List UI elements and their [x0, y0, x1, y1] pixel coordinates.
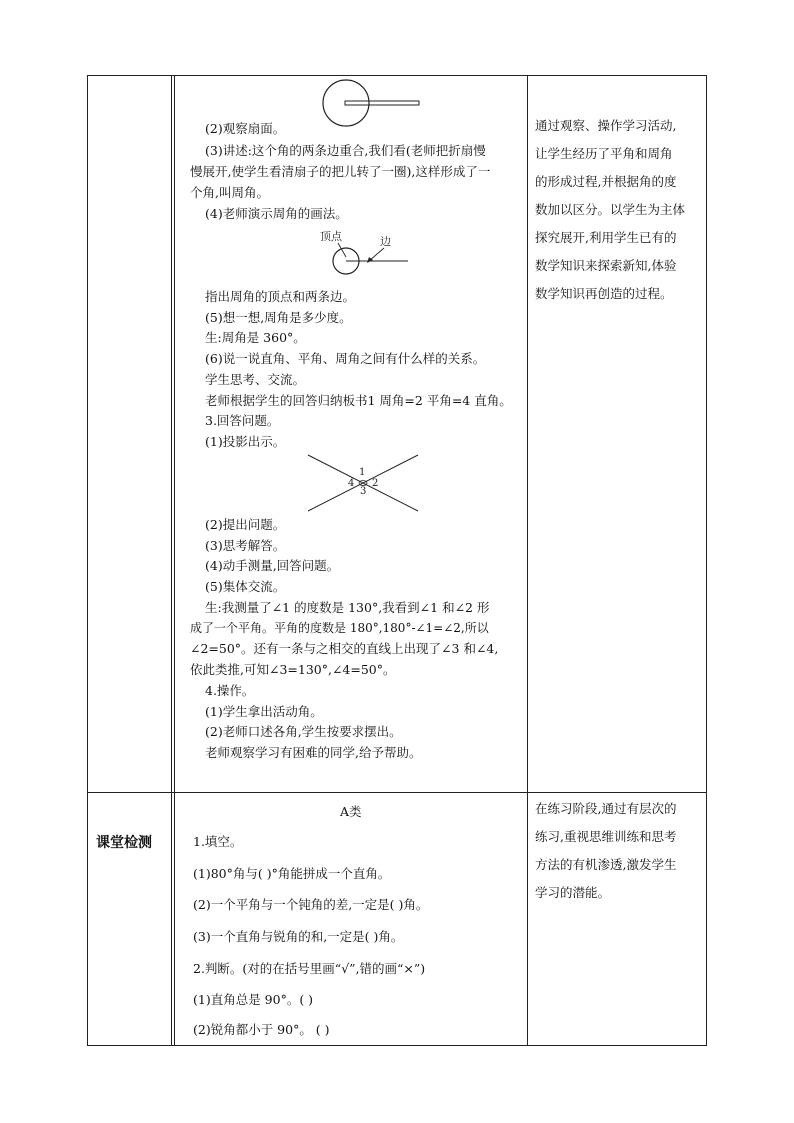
- table-row-divider: [87, 792, 707, 793]
- text-line: (3)讲述:这个角的两条边重合,我们看(老师把折扇慢: [205, 143, 486, 158]
- table-border-right: [706, 75, 707, 1046]
- text-line: 4.操作。: [205, 683, 255, 698]
- text-line: 指出周角的顶点和两条边。: [205, 289, 356, 304]
- text-line: (1)投影出示。: [205, 434, 286, 449]
- text-line: (1)学生拿出活动角。: [205, 704, 323, 719]
- text-line: (2)老师口述各角,学生按要求摆出。: [205, 724, 402, 739]
- table-col-divider-1: [171, 75, 172, 1046]
- section-heading: A类: [340, 804, 362, 819]
- text-line: (2)观察扇面。: [205, 121, 286, 136]
- text-line: 依此类推,可知∠3=130°,∠4=50°。: [190, 662, 396, 677]
- note-line: 在练习阶段,通过有层次的: [535, 801, 677, 816]
- angle-label-3: 3: [360, 486, 367, 497]
- note-line: 练习,重视思维训练和思考: [535, 829, 677, 844]
- text-line: ∠2=50°。还有一条与之相交的直线上出现了∠3 和∠4,: [190, 641, 499, 656]
- fan-circle: [323, 80, 369, 126]
- text-line: 个角,叫周角。: [190, 185, 269, 200]
- text-line: 生:周角是 360°。: [205, 330, 306, 345]
- table-border-top: [87, 75, 707, 76]
- angle-label-1: 1: [359, 467, 366, 478]
- note-line: 数学知识来探索新知,体验: [535, 258, 677, 273]
- intersecting-lines-diagram: [306, 452, 422, 514]
- note-line: 让学生经历了平角和周角: [535, 146, 673, 161]
- section-label: 课堂检测: [96, 835, 152, 851]
- text-line: (3)一个直角与锐角的和,一定是( )角。: [193, 929, 404, 944]
- text-line: 老师根据学生的回答归纳板书1 周角=2 平角=4 直角。: [205, 393, 512, 408]
- fan-handle: [345, 101, 419, 105]
- note-line: 探究展开,利用学生已有的: [535, 230, 677, 245]
- text-line: 老师观察学习有困难的同学,给予帮助。: [205, 745, 422, 760]
- side-label: 边: [380, 235, 391, 248]
- table-border-left: [87, 75, 88, 1046]
- text-line: 成了一个平角。平角的度数是 180°,180°-∠1=∠2,所以: [190, 621, 489, 635]
- note-line: 数学知识再创造的过程。: [535, 286, 673, 301]
- text-line: (2)一个平角与一个钝角的差,一定是( )角。: [193, 897, 429, 912]
- text-line: (2)锐角都小于 90°。 ( ): [193, 1022, 330, 1037]
- table-col-divider-1b: [174, 75, 175, 1046]
- text-line: (1)80°角与( )°角能拼成一个直角。: [193, 866, 391, 881]
- text-line: (3)思考解答。: [205, 538, 286, 553]
- text-line: 慢展开,使学生看清扇子的把儿转了一圈),这样形成了一: [190, 164, 491, 179]
- text-line: (5)集体交流。: [205, 579, 286, 594]
- text-line: (4)老师演示周角的画法。: [205, 206, 348, 221]
- note-line: 学习的潜能。: [535, 885, 611, 900]
- text-line: 2.判断。(对的在括号里画“√”,错的画“×”): [193, 961, 426, 976]
- text-line: 3.回答问题。: [205, 413, 280, 428]
- table-col-divider-2: [527, 75, 528, 1046]
- note-line: 的形成过程,并根据角的度: [535, 174, 677, 189]
- text-line: (4)动手测量,回答问题。: [205, 558, 340, 573]
- angle-label-4: 4: [348, 478, 355, 489]
- text-line: (1)直角总是 90°。( ): [193, 992, 314, 1007]
- text-line: 1.填空。: [193, 834, 243, 849]
- vertex-label: 顶点: [320, 230, 342, 243]
- angle-label-2: 2: [372, 478, 379, 489]
- text-line: 学生思考、交流。: [205, 372, 306, 387]
- text-line: (6)说一说直角、平角、周角之间有什么样的关系。: [205, 351, 486, 366]
- note-line: 方法的有机渗透,激发学生: [535, 857, 677, 872]
- note-line: 数加以区分。以学生为主体: [535, 202, 686, 217]
- text-line: 生:我测量了∠1 的度数是 130°,我看到∠1 和∠2 形: [205, 600, 490, 615]
- full-angle-diagram: [316, 228, 412, 278]
- table-border-bottom: [87, 1045, 707, 1046]
- text-line: (5)想一想,周角是多少度。: [205, 310, 352, 325]
- fan-circle-figure: [318, 78, 422, 128]
- note-line: 通过观察、操作学习活动,: [535, 118, 677, 133]
- text-line: (2)提出问题。: [205, 517, 286, 532]
